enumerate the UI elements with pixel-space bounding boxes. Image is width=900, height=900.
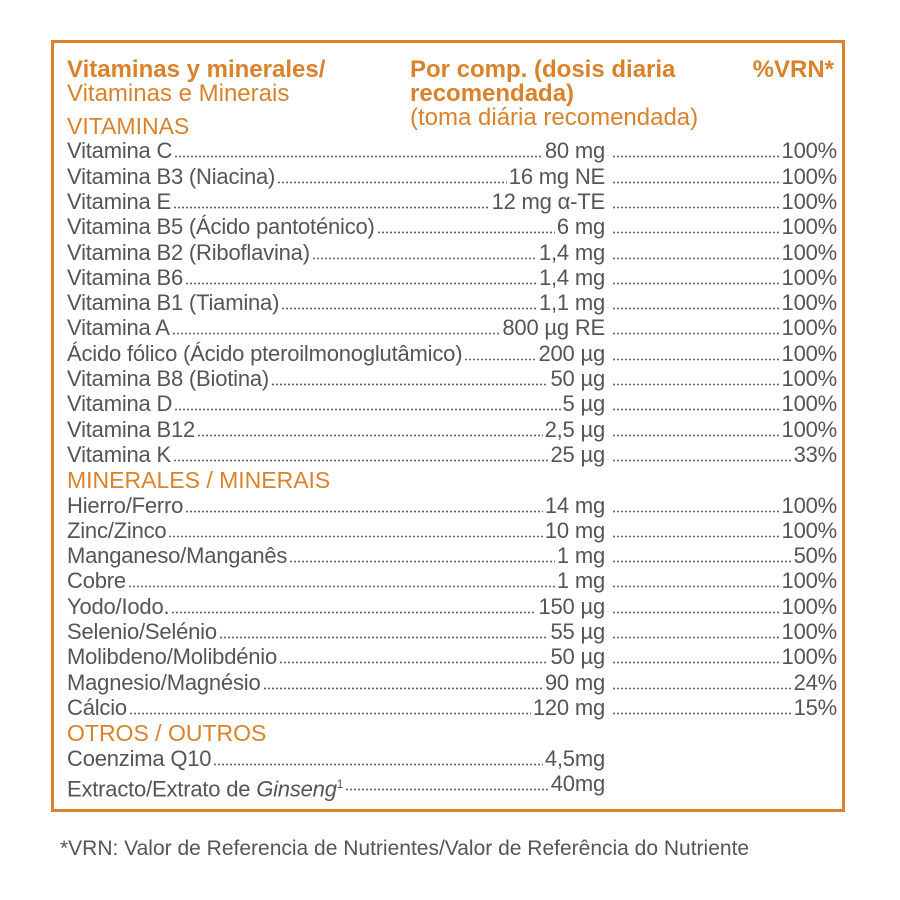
header-column-name: [67, 58, 325, 106]
dot-leader: [213, 763, 543, 766]
table-row: [67, 594, 837, 620]
dot-leader: [174, 408, 561, 411]
dot-leader: [612, 687, 792, 690]
nutrient-vrn-percent: 100%: [781, 340, 837, 366]
dot-leader: [612, 383, 780, 386]
nutrient-vrn-percent: 15%: [793, 694, 837, 720]
table-row: [67, 543, 837, 569]
dot-leader: [612, 181, 780, 184]
dot-leader: [345, 788, 549, 791]
dot-leader: [612, 282, 780, 285]
nutrient-quantity: 25 µg: [550, 441, 605, 467]
dot-leader: [612, 408, 780, 411]
dot-leader: [289, 560, 555, 563]
table-row: [67, 644, 837, 670]
nutrient-name: Vitamina B3 (Niacina): [67, 163, 276, 189]
dot-leader: [185, 282, 537, 285]
nutrient-quantity: 50 µg: [550, 644, 605, 670]
table-row: [67, 518, 837, 544]
nutrient-vrn-percent: 100%: [781, 366, 837, 391]
table-row: [67, 214, 837, 240]
nutrient-vrn-percent: 100%: [781, 138, 837, 164]
nutrient-quantity: 4,5mg: [544, 745, 605, 771]
dot-leader: [612, 307, 780, 310]
nutrient-quantity: 1 mg: [556, 543, 605, 569]
dot-leader: [464, 358, 536, 361]
table-row: [67, 670, 837, 696]
header-vrn: %VRN*: [752, 56, 834, 83]
table-row: [67, 189, 837, 215]
nutrient-name: Manganeso/Manganês: [67, 543, 288, 569]
nutrient-name: Vitamina B1 (Tiamina): [67, 290, 280, 316]
dot-leader: [612, 712, 792, 715]
nutrient-quantity: 800 µg RE: [502, 315, 605, 341]
table-row: [67, 746, 837, 772]
section-title: MINERALES / MINERAIS: [67, 467, 331, 494]
nutrient-vrn-percent: 100%: [781, 391, 837, 417]
table-row: [67, 265, 837, 291]
nutrient-quantity: 2,5 µg: [544, 416, 605, 442]
nutrient-vrn-percent: 33%: [793, 441, 837, 467]
nutrient-vrn-percent: 100%: [781, 163, 837, 189]
nutrient-vrn-percent: 100%: [781, 619, 837, 644]
dot-leader: [612, 510, 780, 513]
nutrient-name: Vitamina B2 (Riboflavina): [67, 239, 310, 265]
nutrient-vrn-percent: 100%: [781, 214, 837, 240]
nutrient-quantity: 90 mg: [544, 669, 605, 695]
nutrient-name: Vitamina B6: [67, 264, 184, 290]
nutrient-name: Yodo/Iodo.: [67, 593, 170, 619]
nutrient-name: Vitamina B5 (Ácido pantoténico): [67, 214, 375, 240]
nutrient-name: Molibdeno/Molibdénio: [67, 644, 278, 670]
dot-leader: [612, 661, 780, 664]
nutrient-vrn-percent: 100%: [781, 416, 837, 442]
nutrient-quantity: 50 µg: [550, 366, 605, 391]
nutrient-name: Coenzima Q10: [67, 745, 212, 771]
nutrient-quantity: 14 mg: [544, 492, 605, 518]
header-column-vrn: [753, 58, 834, 82]
nutrient-vrn-percent: 100%: [781, 290, 837, 316]
dot-leader: [612, 332, 780, 335]
nutrient-quantity: 1 mg: [556, 568, 605, 594]
dot-leader: [173, 459, 548, 462]
nutrient-name: Hierro/Ferro: [67, 492, 184, 518]
table-row: [67, 240, 837, 266]
nutrient-vrn-percent: 100%: [781, 264, 837, 290]
table-row: [67, 315, 837, 341]
nutrient-quantity: 80 mg: [544, 138, 605, 164]
nutrient-vrn-percent: 100%: [781, 188, 837, 214]
dot-leader: [129, 712, 531, 715]
nutrient-quantity: 1,4 mg: [538, 239, 605, 265]
dot-leader: [612, 535, 780, 538]
table-row: [67, 290, 837, 316]
nutrient-vrn-percent: 50%: [793, 543, 837, 569]
nutrient-quantity: 12 mg α-TE: [491, 188, 605, 214]
dot-leader: [612, 231, 780, 234]
nutrient-quantity: 16 mg NE: [508, 163, 605, 189]
dot-leader: [219, 636, 548, 639]
nutrient-name: Vitamina E: [67, 188, 171, 214]
header-dose-regular: (toma diária recomendada): [410, 104, 699, 131]
nutrient-name: Magnesio/Magnésio: [67, 669, 261, 695]
nutrient-name: Vitamina A: [67, 315, 170, 341]
dot-leader: [197, 434, 543, 437]
header-column-dose: [410, 58, 698, 130]
dot-leader: [168, 535, 543, 538]
dot-leader: [612, 611, 780, 614]
dot-leader: [173, 206, 490, 209]
header-dose-bold-2: recomendada): [410, 80, 575, 107]
dot-leader: [279, 661, 548, 664]
table-row: [67, 164, 837, 190]
dot-leader: [377, 231, 555, 234]
table-row: [67, 770, 837, 802]
nutrient-vrn-percent: 100%: [781, 644, 837, 670]
section-title: OTROS / OUTROS: [67, 720, 267, 747]
table-row: [67, 695, 837, 721]
dot-leader: [612, 434, 780, 437]
nutrient-vrn-percent: 100%: [781, 593, 837, 619]
nutrient-vrn-percent: 24%: [793, 669, 837, 695]
nutrient-name: Extracto/Extrato de Ginseng$^1$: [67, 776, 344, 802]
table-row: [67, 442, 837, 468]
nutrient-vrn-percent: 100%: [781, 239, 837, 265]
table-row: [67, 568, 837, 594]
nutrient-quantity: 10 mg: [544, 517, 605, 543]
nutrient-name: Vitamina C: [67, 138, 173, 164]
table-row: [67, 619, 837, 645]
nutrient-quantity: 150 µg: [538, 593, 605, 619]
nutrient-vrn-percent: 100%: [781, 315, 837, 341]
table-row: [67, 341, 837, 367]
dot-leader: [128, 585, 555, 588]
table-row: [67, 417, 837, 443]
nutrient-quantity: 5 µg: [562, 391, 605, 417]
nutrient-name: Cobre: [67, 568, 126, 594]
nutrient-vrn-percent: 100%: [781, 517, 837, 543]
dot-leader: [612, 560, 792, 563]
dot-leader: [612, 358, 780, 361]
dot-leader: [612, 155, 780, 158]
dot-leader: [612, 206, 780, 209]
header-dose-bold-1: Por comp. (dosis diaria: [410, 56, 676, 83]
nutrition-panel: [51, 40, 845, 812]
nutrient-quantity: 1,4 mg: [538, 264, 605, 290]
nutrient-name: Ácido fólico (Ácido pteroilmonoglutâmico): [67, 340, 463, 366]
dot-leader: [612, 257, 780, 260]
nutrient-quantity: 55 µg: [550, 619, 605, 644]
dot-leader: [185, 510, 543, 513]
dot-leader: [277, 181, 507, 184]
nutrient-quantity: 120 mg: [532, 694, 605, 720]
dot-leader: [171, 611, 536, 614]
nutrient-name: Vitamina K: [67, 441, 171, 467]
section-title: VITAMINAS: [67, 113, 190, 139]
nutrient-quantity: 200 µg: [538, 340, 605, 366]
dot-leader: [271, 383, 548, 386]
nutrient-name: Vitamina B8 (Biotina): [67, 366, 270, 391]
dot-leader: [612, 636, 780, 639]
table-row: [67, 138, 837, 164]
nutrient-name: Zinc/Zinco: [67, 517, 167, 543]
nutrient-quantity: 40mg: [550, 770, 605, 796]
dot-leader: [281, 307, 537, 310]
dot-leader: [312, 257, 537, 260]
dot-leader: [263, 687, 543, 690]
nutrient-name: Cálcio: [67, 694, 127, 720]
table-row: [67, 391, 837, 417]
dot-leader: [612, 459, 792, 462]
table-row: [67, 366, 837, 392]
nutrient-name: Vitamina B12: [67, 416, 196, 442]
nutrient-quantity: 1,1 mg: [538, 290, 605, 316]
header-name-bold: Vitaminas y minerales/: [67, 56, 326, 83]
nutrient-quantity: 6 mg: [556, 214, 605, 240]
dot-leader: [612, 585, 780, 588]
nutrient-vrn-percent: 100%: [781, 492, 837, 518]
header-name-regular: Vitaminas e Minerais: [67, 80, 290, 107]
nutrient-name: Selenio/Selénio: [67, 619, 217, 644]
table-row: [67, 493, 837, 519]
footnote: *VRN: Valor de Referencia de Nutrientes/Valor de Referência do Nutriente: [60, 837, 750, 860]
dot-leader: [172, 332, 500, 335]
nutrient-vrn-percent: 100%: [781, 568, 837, 594]
dot-leader: [174, 155, 543, 158]
nutrient-name: Vitamina D: [67, 391, 173, 417]
